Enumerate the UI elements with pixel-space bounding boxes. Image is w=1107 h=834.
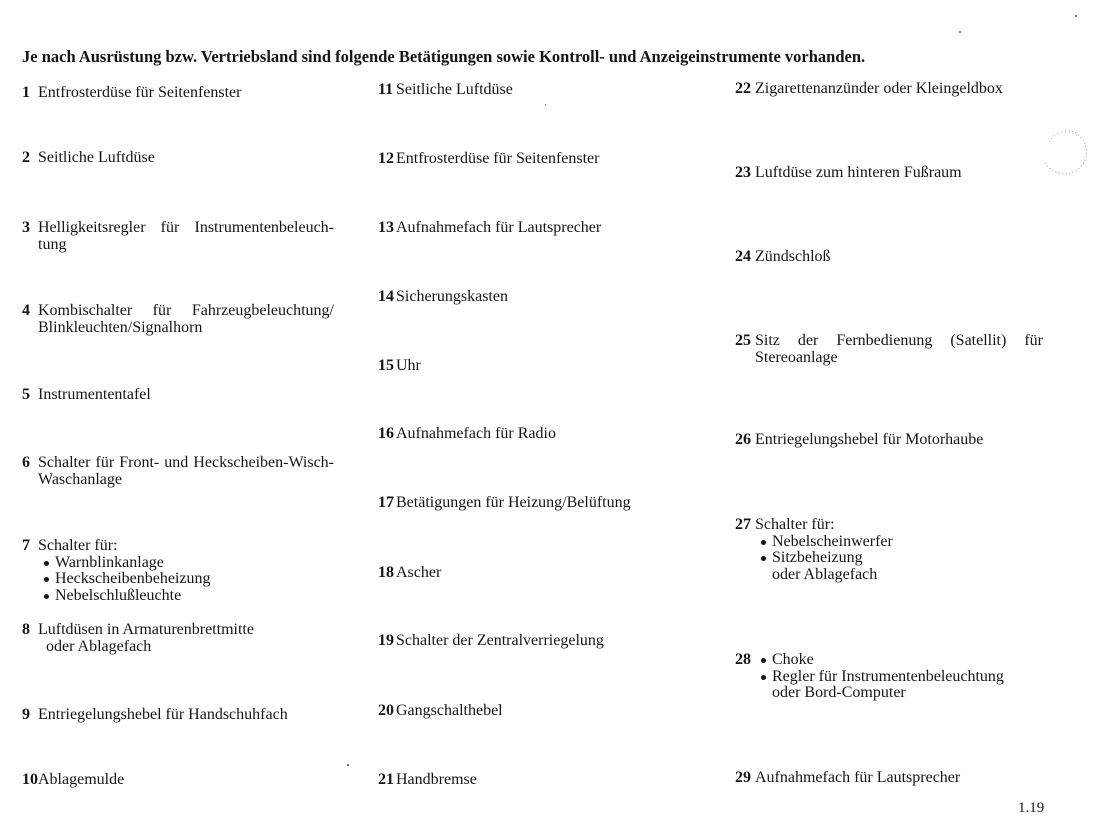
item-number: 17 xyxy=(378,494,394,511)
legend-item-18 xyxy=(378,565,696,582)
bullet-item xyxy=(755,652,1043,669)
legend-item-2 xyxy=(22,150,334,167)
item-label: Entriegelungshebel für Handschuhfach xyxy=(38,706,288,723)
item-number: 8 xyxy=(22,621,30,638)
item-label: Uhr xyxy=(396,357,421,374)
item-text xyxy=(38,622,334,655)
scan-speck xyxy=(347,764,349,766)
bullet-icon xyxy=(761,540,766,545)
punch-hole-icon xyxy=(1035,122,1095,182)
item-number: 25 xyxy=(735,332,751,349)
legend-item-26 xyxy=(735,432,1043,449)
item-number: 27 xyxy=(735,516,751,533)
item-text xyxy=(38,303,334,336)
item-text xyxy=(755,249,1043,266)
item-number: 26 xyxy=(735,431,751,448)
bullet-label: Nebelscheinwerfer xyxy=(772,532,893,550)
item-number: 4 xyxy=(22,302,30,319)
item-text xyxy=(38,772,334,789)
item-text xyxy=(396,426,696,443)
bullet-item xyxy=(38,555,334,572)
item-label-continuation: oder Ablagefach xyxy=(772,565,878,583)
item-text xyxy=(38,220,334,253)
bullet-icon xyxy=(761,658,766,663)
legend-item-12 xyxy=(378,151,696,168)
item-number: 22 xyxy=(735,80,751,97)
item-label: Sitz der Fernbedienung (Satellit) für xyxy=(755,332,1043,349)
item-label: Schalter für: xyxy=(38,537,118,554)
legend-item-27 xyxy=(735,517,1043,583)
legend-item-1 xyxy=(22,85,334,102)
item-number: 6 xyxy=(22,454,30,471)
item-label: Gangschalthebel xyxy=(396,702,503,719)
item-number: 24 xyxy=(735,248,751,265)
item-number: 9 xyxy=(22,706,30,723)
item-text xyxy=(396,565,696,582)
item-number: 12 xyxy=(378,150,394,167)
item-text xyxy=(396,495,696,512)
item-number: 10 xyxy=(22,771,38,788)
legend-item-24 xyxy=(735,249,1043,266)
bullet-label: Heckscheibenbeheizung xyxy=(55,570,211,587)
legend-item-10 xyxy=(22,772,334,789)
item-label: Seitliche Luftdüse xyxy=(396,81,513,98)
item-label-continuation: Blinkleuchten/Signalhorn xyxy=(38,318,203,336)
legend-item-5 xyxy=(22,387,334,404)
item-text xyxy=(38,455,334,488)
legend-item-14 xyxy=(378,289,696,306)
legend-item-9 xyxy=(22,707,334,724)
item-number: 19 xyxy=(378,632,394,649)
item-text xyxy=(396,772,696,789)
item-label-continuation: Stereoanlage xyxy=(755,348,838,366)
item-label: Betätigungen für Heizung/Belüftung xyxy=(396,494,631,511)
bullet-icon xyxy=(761,675,766,680)
legend-item-8 xyxy=(22,622,334,655)
bullet-item xyxy=(755,550,1043,567)
legend-item-21 xyxy=(378,772,696,789)
item-text xyxy=(396,220,696,237)
page-title: Je nach Ausrüstung bzw. Vertriebsland sind folgende Betätigungen sowie Kontroll- und Anzeigeinstrumente vorhanden. xyxy=(22,47,866,66)
legend-item-17 xyxy=(378,495,696,512)
item-label: Aufnahmefach für Lautsprecher xyxy=(396,219,602,236)
item-text xyxy=(38,150,334,167)
item-number: 2 xyxy=(22,149,30,166)
item-label: Ablagemulde xyxy=(38,771,125,788)
item-number: 18 xyxy=(378,564,394,581)
item-text xyxy=(396,358,696,375)
item-label-continuation: oder Bord-Computer xyxy=(772,684,906,701)
item-number: 7 xyxy=(22,537,30,554)
item-text xyxy=(396,82,696,99)
item-text xyxy=(755,652,1043,702)
item-text xyxy=(755,770,1043,787)
item-label: Handbremse xyxy=(396,771,477,788)
bullet-label: Sitzbeheizung xyxy=(772,549,863,566)
item-label: Ascher xyxy=(396,564,442,581)
page-number: 1.19 xyxy=(1018,800,1045,816)
legend-item-28 xyxy=(735,652,1043,702)
item-label-continuation: tung xyxy=(38,235,67,253)
item-text xyxy=(396,703,696,720)
item-text xyxy=(38,538,334,604)
legend-item-15 xyxy=(378,358,696,375)
item-number: 28 xyxy=(735,651,751,668)
item-label: Seitliche Luftdüse xyxy=(38,149,155,166)
bullet-icon xyxy=(44,561,49,566)
item-number: 21 xyxy=(378,771,394,788)
bullet-icon xyxy=(761,556,766,561)
item-label: Luftdüse zum hinteren Fußraum xyxy=(755,164,962,181)
legend-item-23 xyxy=(735,165,1043,182)
legend-item-11 xyxy=(378,82,696,99)
scan-speck xyxy=(959,31,961,33)
item-number: 23 xyxy=(735,164,751,181)
legend-item-16 xyxy=(378,426,696,443)
item-text xyxy=(38,707,334,724)
item-label: Schalter für: xyxy=(755,516,835,533)
item-label: Helligkeitsregler für Instrumentenbeleuch- xyxy=(38,219,334,236)
bullet-icon xyxy=(44,594,49,599)
bullet-label: Warnblinkanlage xyxy=(55,553,164,571)
bullet-item xyxy=(38,571,334,588)
item-text xyxy=(396,289,696,306)
item-label: Entfrosterdüse für Seitenfenster xyxy=(396,150,600,167)
item-number: 11 xyxy=(378,81,394,98)
item-label: Entfrosterdüse für Seitenfenster xyxy=(38,84,242,101)
item-text xyxy=(755,517,1043,583)
item-label: Sicherungskasten xyxy=(396,288,508,305)
item-text xyxy=(38,387,334,404)
legend-item-29 xyxy=(735,770,1043,787)
item-number: 13 xyxy=(378,219,394,236)
item-number: 5 xyxy=(22,386,30,403)
legend-item-3 xyxy=(22,220,334,253)
scan-speck xyxy=(545,104,546,105)
item-text xyxy=(755,165,1043,182)
item-number: 3 xyxy=(22,219,30,236)
legend-item-4 xyxy=(22,303,334,336)
item-text xyxy=(755,333,1043,366)
item-label: Entriegelungshebel für Motorhaube xyxy=(755,431,984,448)
item-label: Luftdüsen in Armaturenbrettmitte xyxy=(38,621,254,638)
item-label: Schalter für Front- und Heckscheiben-Wisch- xyxy=(38,454,334,471)
item-text xyxy=(396,151,696,168)
item-label: Zündschloß xyxy=(755,248,831,265)
bullet-label: Nebelschlußleuchte xyxy=(55,586,182,604)
item-text xyxy=(38,85,334,102)
item-number: 20 xyxy=(378,702,394,719)
bullet-icon xyxy=(44,577,49,582)
legend-item-25 xyxy=(735,333,1043,366)
item-number: 1 xyxy=(22,84,30,101)
legend-item-19 xyxy=(378,633,696,650)
item-text xyxy=(396,633,696,650)
item-number: 15 xyxy=(378,357,394,374)
legend-item-6 xyxy=(22,455,334,488)
item-label: Aufnahmefach für Lautsprecher xyxy=(755,769,961,786)
item-label-continuation: oder Ablagefach xyxy=(46,637,152,655)
legend-item-13 xyxy=(378,220,696,237)
item-number: 29 xyxy=(735,769,751,786)
item-label: Schalter der Zentralverriegelung xyxy=(396,632,604,649)
bullet-item xyxy=(755,669,1043,686)
bullet-item xyxy=(755,534,1043,551)
item-label: Instrumententafel xyxy=(38,386,151,403)
item-label: Kombischalter für Fahrzeugbeleuchtung/ xyxy=(38,302,334,319)
item-label: Aufnahmefach für Radio xyxy=(396,425,556,442)
legend-item-7 xyxy=(22,538,334,604)
item-number: 14 xyxy=(378,288,394,305)
legend-item-20 xyxy=(378,703,696,720)
item-number: 16 xyxy=(378,425,394,442)
item-label: Zigarettenanzünder oder Kleingeldbox xyxy=(755,80,1003,97)
bullet-label: Regler für Instrumentenbeleuchtung xyxy=(772,667,1004,685)
item-text xyxy=(755,81,1043,98)
scan-speck xyxy=(1075,15,1077,17)
item-label-continuation: Waschanlage xyxy=(38,470,122,488)
bullet-label: Choke xyxy=(772,651,814,668)
legend-item-22 xyxy=(735,81,1043,98)
item-text xyxy=(755,432,1043,449)
bullet-item xyxy=(38,588,334,605)
